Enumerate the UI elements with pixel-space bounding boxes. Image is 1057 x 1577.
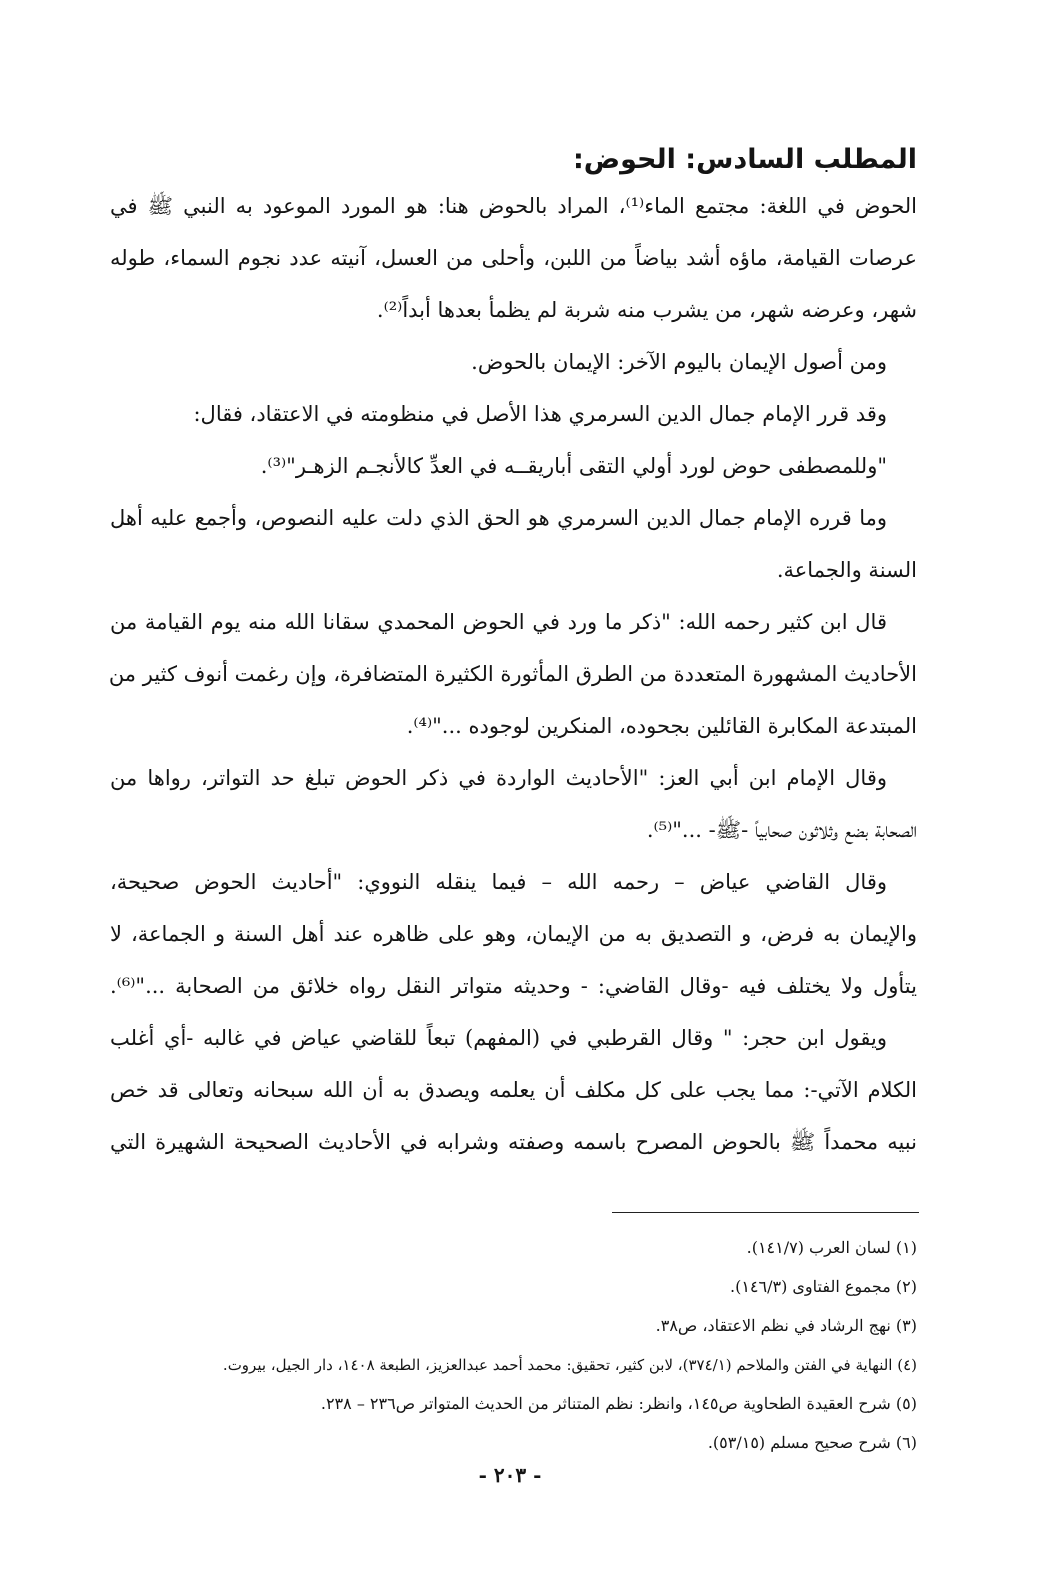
poetry-verse: "وللمصطفى حوض لورد أولي التقى أباريقــه في العدِّ كالأنجـم الزهـر"⁽³⁾. [260, 454, 887, 478]
body-line: الكلام الآتي-: مما يجب على كل مكلف أن يعلمه ويصدق به أن الله سبحانه وتعالى قد خص [110, 1078, 917, 1102]
footnote: (١) لسان العرب (١٤١/٧). [746, 1238, 917, 1257]
footnote: (٥) شرح العقيدة الطحاوية ص١٤٥، وانظر: نظم المتناثر من الحديث المتواتر ص٢٣٦ – ٢٣٨. [320, 1394, 917, 1413]
footnote: (٤) النهاية في الفتن والملاحم (٣٧٤/١)، لابن كثير، تحقيق: محمد أحمد عبدالعزيز، الطبعة ١٤٠٨، دار الجيل، بيروت. [222, 1356, 917, 1374]
footnote-separator [612, 1212, 919, 1213]
footnote: (٣) نهج الرشاد في نظم الاعتقاد، ص٣٨. [655, 1316, 917, 1335]
body-line: السنة والجماعة. [776, 558, 917, 582]
body-line: وقد قرر الإمام جمال الدين السرمري هذا الأصل في منظومته في الاعتقاد، فقال: [193, 402, 887, 426]
body-line: والإيمان به فرض، و التصديق به من الإيمان، وهو على ظاهره عند أهل السنة و الجماعة، لا [110, 922, 917, 946]
footnote: (٢) مجموع الفتاوى (١٤٦/٣). [729, 1277, 917, 1296]
body-line: الصحابة بضع وثلاثون صحابياً -ﷺ- ..."⁽⁵⁾. [646, 818, 917, 842]
body-line: شهر، وعرضه شهر، من يشرب منه شربة لم يظمأ بعدها أبداً⁽²⁾. [376, 298, 917, 322]
body-line: ويقول ابن حجر: " وقال القرطبي في (المفهم) تبعاً للقاضي عياض في غالبه -أي أغلب [110, 1026, 887, 1050]
body-line: نبيه محمداً ﷺ بالحوض المصرح باسمه وصفته وشرابه في الأحاديث الصحيحة الشهيرة التي [110, 1130, 917, 1154]
body-line: ومن أصول الإيمان باليوم الآخر: الإيمان بالحوض. [471, 350, 887, 374]
body-line: المبتدعة المكابرة القائلين بجحوده، المنكرين لوجوده ..."⁽⁴⁾. [406, 714, 917, 738]
body-line: وقال الإمام ابن أبي العز: "الأحاديث الواردة في ذكر الحوض تبلغ حد التواتر، رواها من [110, 766, 887, 790]
body-line: الأحاديث المشهورة المتعددة من الطرق المأثورة الكثيرة المتضافرة، وإن رغمت أنوف كثير من [108, 662, 917, 686]
body-line: وما قرره الإمام جمال الدين السرمري هو الحق الذي دلت عليه النصوص، وأجمع عليه أهل [110, 506, 887, 530]
body-line: يتأول ولا يختلف فيه -وقال القاضي: - وحديثه متواتر النقل رواه خلائق من الصحابة ..."⁽⁶⁾. [110, 974, 917, 998]
body-line: قال ابن كثير رحمه الله: "ذكر ما ورد في الحوض المحمدي سقانا الله منه يوم القيامة من [110, 610, 887, 634]
body-line: الحوض في اللغة: مجتمع الماء⁽¹⁾، المراد بالحوض هنا: هو المورد الموعود به النبي ﷺ في [110, 194, 918, 218]
page-number: - ٢٠٣ - [478, 1463, 542, 1487]
body-line: وقال القاضي عياض – رحمه الله – فيما ينقله النووي: "أحاديث الحوض صحيحة، [110, 870, 887, 894]
body-line: عرصات القيامة، ماؤه أشد بياضاً من اللبن، وأحلى من العسل، آنيته عدد نجوم السماء، طوله [110, 246, 917, 270]
footnote: (٦) شرح صحيح مسلم (٥٣/١٥). [707, 1433, 917, 1452]
section-heading: المطلب السادس: الحوض: [572, 144, 917, 175]
